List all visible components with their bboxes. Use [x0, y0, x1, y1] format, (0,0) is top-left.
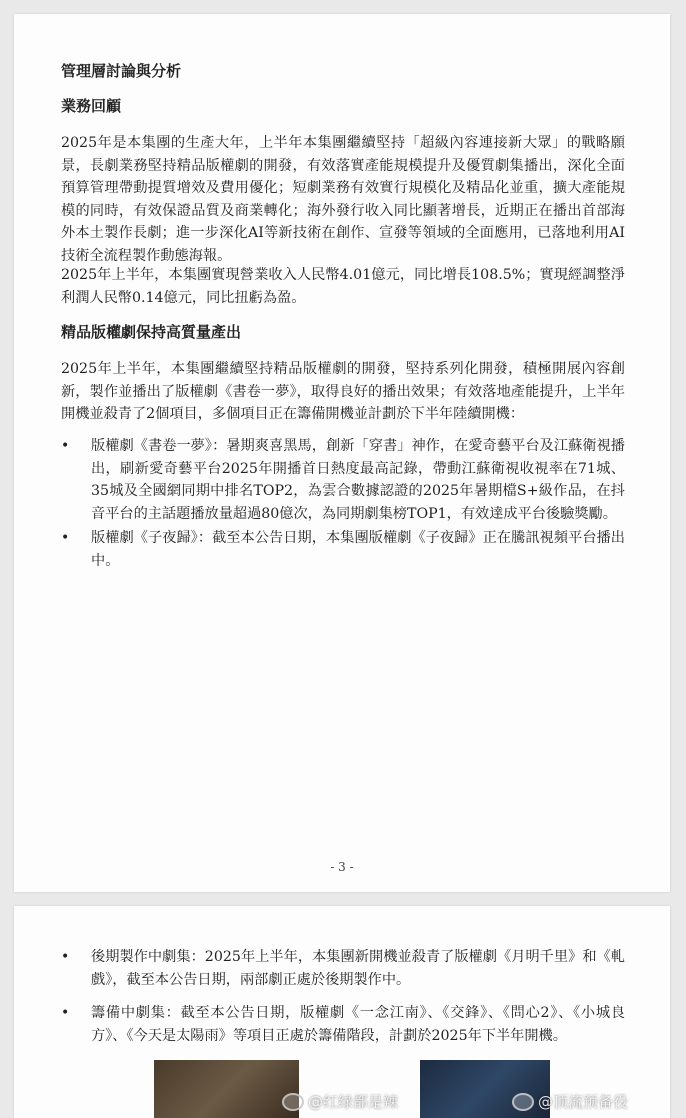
list-item: [61, 1002, 625, 1047]
bullet-marker: •: [61, 530, 70, 546]
document-page-3: [14, 14, 670, 892]
page-title: 管理層討論與分析: [61, 62, 182, 80]
page-number: - 3 -: [330, 860, 354, 874]
list-item: [61, 435, 625, 525]
bullet-marker: •: [61, 438, 70, 454]
weibo-watermark: [512, 1091, 628, 1112]
weibo-watermark: [282, 1091, 398, 1112]
watermark-text: @顶流预备役: [538, 1093, 629, 1111]
weibo-icon: [282, 1093, 304, 1111]
section-heading-business-review: 業務回顧: [61, 97, 122, 115]
section-heading-premium-drama: 精品版權劇保持高質量產出: [61, 323, 242, 341]
list-item-text: 後期製作中劇集：2025年上半年，本集團新開機並殺青了版權劇《月明千里》和《軋戲》，截至本公告日期，兩部劇正處於後期製作中。: [91, 949, 625, 988]
paragraph-financial-results: 2025年上半年，本集團實現營業收入人民幣4.01億元，同比增長108.5%；實現經調整淨利潤人民幣0.14億元，同比扭虧為盈。: [61, 267, 625, 306]
list-item: [61, 946, 625, 991]
document-page-4: [14, 906, 670, 1118]
list-item-text: 籌備中劇集：截至本公告日期，版權劇《一念江南》、《交鋒》、《問心2》、《小城良方》、《今天是太陽雨》等項目正處於籌備階段，計劃於2025年下半年開機。: [91, 1005, 625, 1044]
list-item-text: 版權劇《書卷一夢》：暑期爽喜黑馬，創新「穿書」神作，在愛奇藝平台及江蘇衛視播出，刷新愛奇藝平台2025年開播首日熱度最高記錄，帶動江蘇衛視收視率在71城、35城及全國網同期中排名TOP2，為雲合數據認證的2025年暑期檔S+級作品，在抖音平台的主話題播放量超過80億次，為同期劇集榜TOP1，有效達成平台後驗獎勵。: [91, 438, 625, 522]
bullet-marker: •: [61, 1005, 70, 1021]
weibo-icon: [512, 1093, 534, 1111]
paragraph-business-overview: 2025年是本集團的生產大年，上半年本集團繼續堅持「超級內容連接新大眾」的戰略願景，長劇業務堅持精品版權劇的開發，有效落實產能規模提升及優質劇集播出，深化全面預算管理帶動提質增效及費用優化；短劇業務有效實行規模化及精品化並重，擴大產能規模的同時，有效保證品質及商業轉化；海外發行收入同比顯著增長，近期正在播出首部海外本土製作長劇；進一步深化AI等新技術在創作、宣發等領域的全面應用，已落地利用AI技術全流程製作動態海報。: [61, 135, 625, 264]
watermark-text: @红绿都是辣: [308, 1093, 399, 1111]
paragraph-premium-drama: 2025年上半年，本集團繼續堅持精品版權劇的開發，堅持系列化開發，積極開展內容創新，製作並播出了版權劇《書卷一夢》，取得良好的播出效果；有效落地產能提升，上半年開機並殺青了2個項目，多個項目正在籌備開機並計劃於下半年陸續開機：: [61, 361, 625, 422]
bullet-marker: •: [61, 949, 70, 965]
list-item: [61, 527, 625, 572]
poster-thumbnail: [154, 1060, 299, 1118]
list-item-text: 版權劇《子夜歸》：截至本公告日期，本集團版權劇《子夜歸》正在騰訊視頻平台播出中。: [91, 530, 625, 569]
